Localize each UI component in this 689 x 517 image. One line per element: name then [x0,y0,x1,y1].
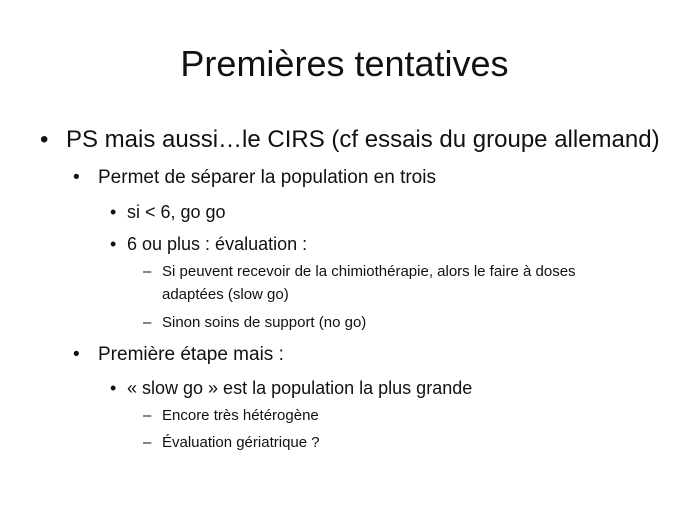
bullet-dot: • [73,167,80,188]
bullet-dash: – [143,434,152,451]
bullet-text-level2: Première étape mais : [98,344,284,365]
bullet-dash: – [143,263,152,280]
bullet-text-level4: Si peuvent recevoir de la chimiothérapie, alors le faire à doses [162,263,576,280]
bullet-text-level1: PS mais aussi…le CIRS (cf essais du groupe allemand) [66,126,660,153]
bullet-dot: • [110,378,117,398]
bullet-text-level4: Sinon soins de support (no go) [162,314,367,331]
bullet-text-level2: Permet de séparer la population en trois [98,167,436,188]
bullet-text-level4: Évaluation gériatrique ? [162,434,320,451]
bullet-dot: • [110,234,117,254]
bullet-dash: – [143,407,152,424]
bullet-dot: • [73,344,80,365]
bullet-text-level3: si < 6, go go [127,202,226,222]
bullet-text-level3: 6 ou plus : évaluation : [127,234,308,254]
bullet-dash: – [143,314,152,331]
bullet-text-level3: « slow go » est la population la plus grande [127,378,473,398]
slide-title: Premières tentatives [180,43,509,84]
bullet-dot: • [110,202,117,222]
bullet-text-level4-continuation: adaptées (slow go) [162,286,289,303]
bullet-dot: • [40,126,49,153]
bullet-text-level4: Encore très hétérogène [162,407,319,424]
